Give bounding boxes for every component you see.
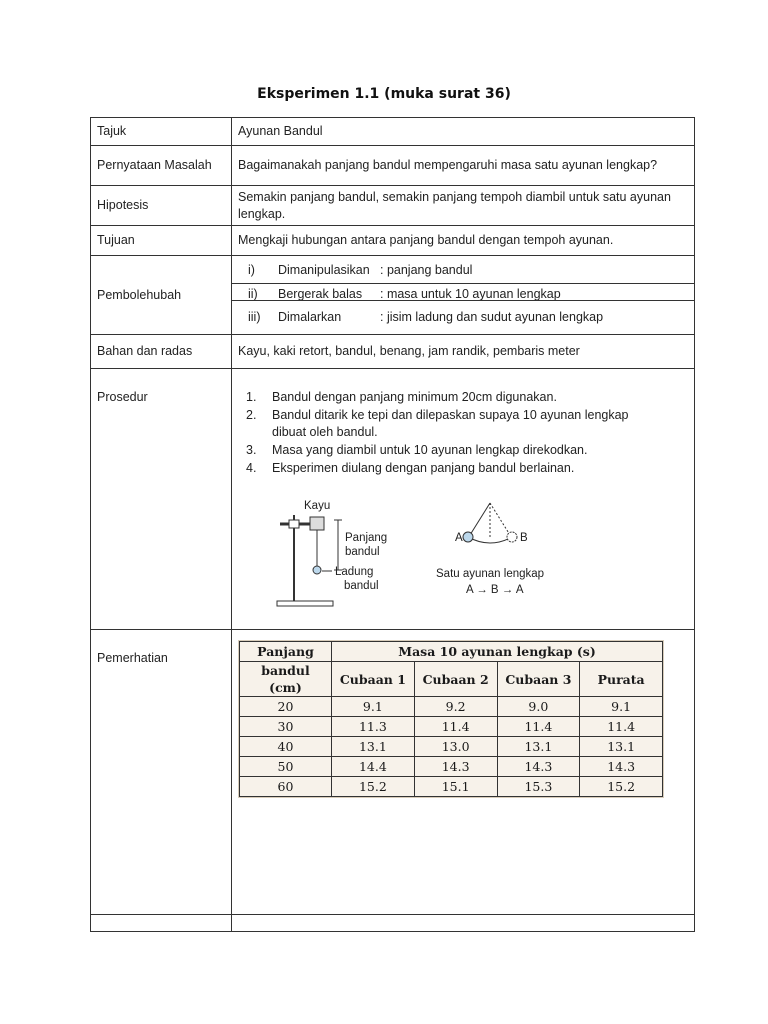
header-purata: Purata <box>580 662 663 697</box>
procedure-step: 2. Bandul ditarik ke tepi dan dilepaskan supaya 10 ayunan lengkap dibuat oleh bandul. <box>246 408 629 439</box>
label-bahan: Bahan dan radas <box>91 335 232 369</box>
label-tajuk: Tajuk <box>91 118 232 146</box>
procedure-step: 4. Eksperimen diulang dengan panjang bandul berlainan. <box>246 461 575 475</box>
pendulum-diagram <box>272 497 572 609</box>
label-ladung: Ladung <box>335 566 374 578</box>
label-panjang: Panjang <box>345 532 388 544</box>
header-panjang: Panjang <box>240 642 332 662</box>
row-prosedur <box>91 369 695 630</box>
label-pemerhatian: Pemerhatian <box>91 630 232 915</box>
table-row: 20 9.1 9.2 9.0 9.1 <box>240 697 663 717</box>
table-row: 40 13.1 13.0 13.1 13.1 <box>240 737 663 757</box>
row-bahan <box>91 335 695 369</box>
row-pemerhatian <box>91 630 695 915</box>
label-bandul-2: bandul <box>344 580 379 592</box>
experiment-table <box>90 117 695 932</box>
table-row: 30 11.3 11.4 11.4 11.4 <box>240 717 663 737</box>
boss-clamp <box>289 520 299 528</box>
value-prosedur <box>232 369 695 630</box>
label-bandul: bandul <box>345 546 380 558</box>
procedure-list <box>240 389 660 478</box>
header-cubaan-1: Cubaan 1 <box>332 662 415 697</box>
row-masalah <box>91 146 695 186</box>
empty-label-cell <box>91 915 232 932</box>
header-group: Masa 10 ayunan lengkap (s) <box>332 642 663 662</box>
observation-table <box>238 640 664 798</box>
label-prosedur: Prosedur <box>91 369 232 630</box>
label-a: A <box>455 532 463 544</box>
value-hipotesis: Semakin panjang bandul, semakin panjang tempoh diambil untuk satu ayunan lengkap. <box>232 186 695 226</box>
label-b: B <box>520 532 528 544</box>
label-satu-ayunan: Satu ayunan lengkap <box>436 568 545 580</box>
bob-b <box>507 532 517 542</box>
row-pembolehubah <box>91 256 695 335</box>
value-tajuk: Ayunan Bandul <box>232 118 695 146</box>
table-row: 60 15.2 15.1 15.3 15.2 <box>240 777 663 797</box>
retort-base <box>277 601 333 606</box>
header-cubaan-3: Cubaan 3 <box>497 662 580 697</box>
header-cubaan-2: Cubaan 2 <box>414 662 497 697</box>
string-left <box>470 503 490 535</box>
bob-a <box>463 532 473 542</box>
procedure-step: 3. Masa yang diambil untuk 10 ayunan lengkap direkodkan. <box>246 443 588 457</box>
label-pembolehubah: Pembolehubah <box>91 256 232 335</box>
label-hipotesis: Hipotesis <box>91 186 232 226</box>
value-masalah: Bagaimanakah panjang bandul mempengaruhi masa satu ayunan lengkap? <box>232 146 695 186</box>
wood-block <box>310 517 324 530</box>
string-right <box>490 503 510 535</box>
value-pemerhatian <box>232 630 695 915</box>
label-kayu: Kayu <box>304 500 331 512</box>
label-masalah: Pernyataan Masalah <box>91 146 232 186</box>
label-sequence: A → B → A <box>466 584 524 596</box>
header-bandul-cm: bandul (cm) <box>240 662 332 697</box>
row-tujuan <box>91 226 695 256</box>
value-tujuan: Mengkaji hubungan antara panjang bandul dengan tempoh ayunan. <box>232 226 695 256</box>
row-hipotesis <box>91 186 695 226</box>
row-empty <box>91 915 695 932</box>
swing-arc <box>468 537 512 543</box>
row-tajuk <box>91 118 695 146</box>
page-title: Eksperimen 1.1 (muka surat 36) <box>257 86 511 102</box>
label-tujuan: Tujuan <box>91 226 232 256</box>
value-bahan: Kayu, kaki retort, bandul, benang, jam randik, pembaris meter <box>232 335 695 369</box>
empty-value-cell <box>232 915 695 932</box>
value-pembolehubah: i) Dimanipulasikan : panjang bandul ii) Bergerak balas : masa untuk 10 ayunan lengkap iii) Dimalarkan : jisim ladung dan sudut ayunan lengkap <box>232 256 695 335</box>
bob <box>313 566 321 574</box>
procedure-step: 1. Bandul dengan panjang minimum 20cm digunakan. <box>246 390 557 404</box>
table-row: 50 14.4 14.3 14.3 14.3 <box>240 757 663 777</box>
